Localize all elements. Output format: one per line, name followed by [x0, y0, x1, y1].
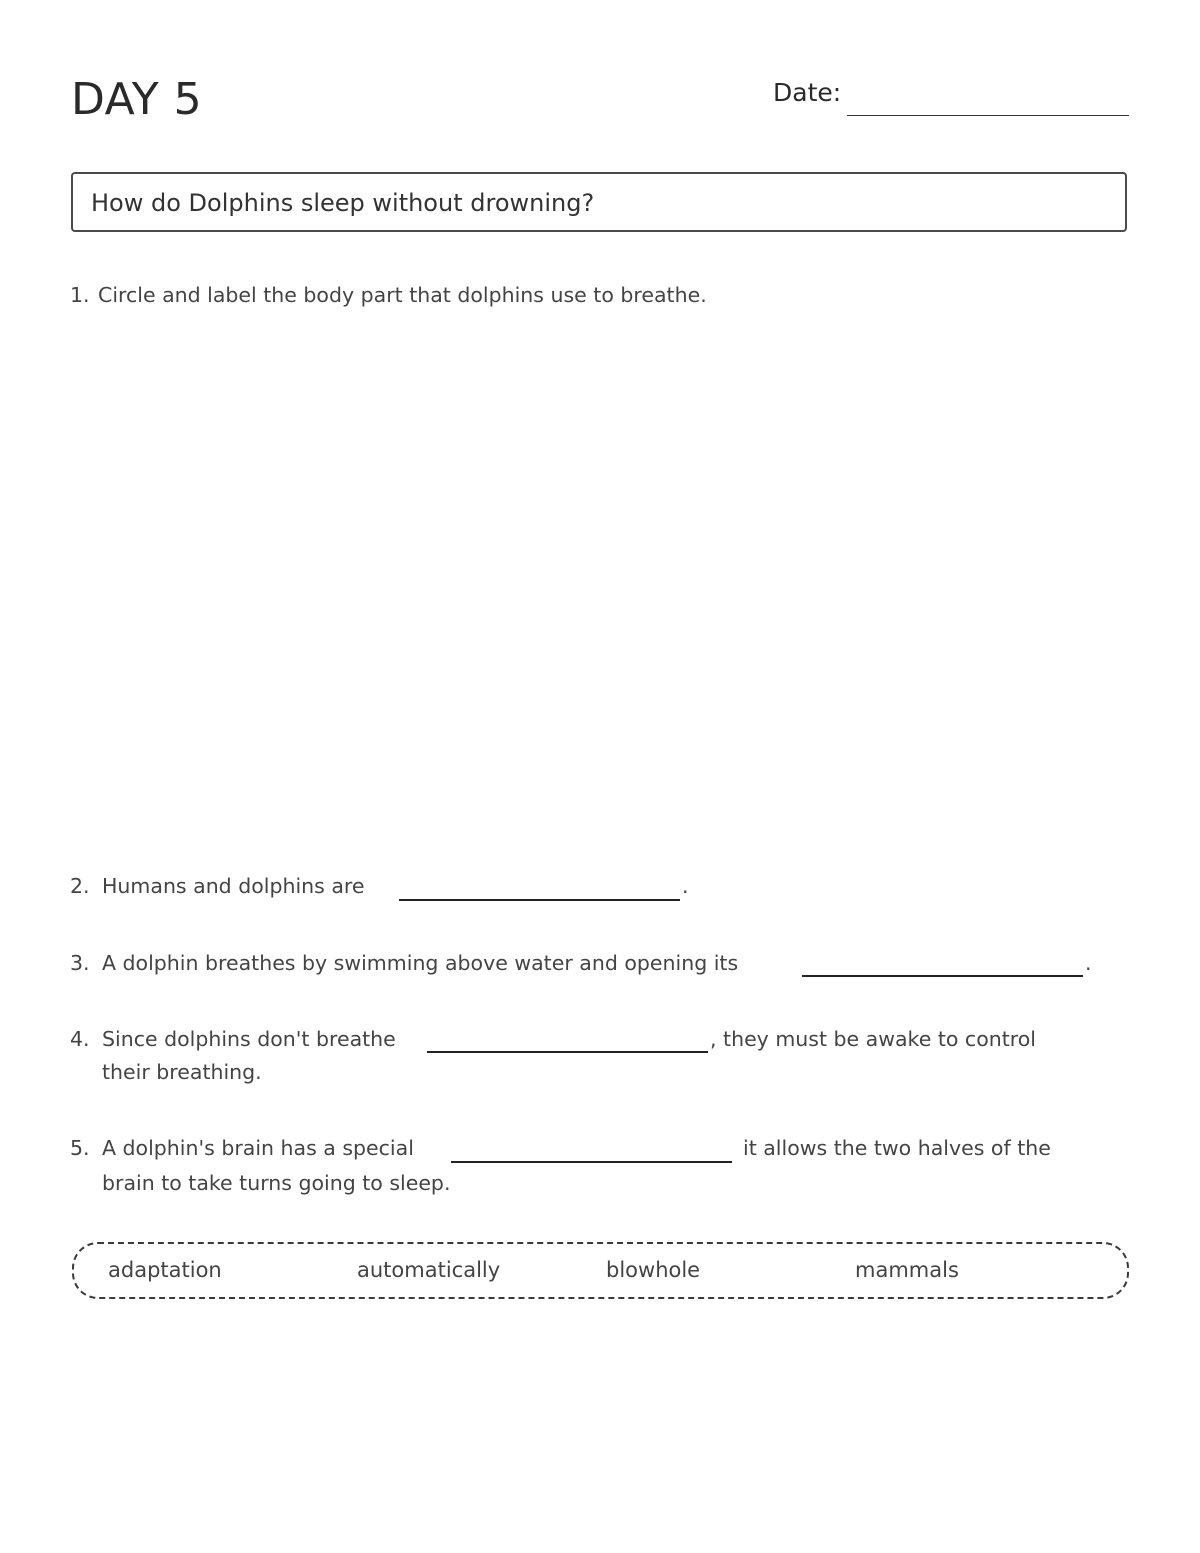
answer-blank[interactable] [802, 975, 1083, 977]
answer-blank[interactable] [427, 1051, 708, 1053]
question-4 [70, 1023, 1130, 1091]
question-text-before: Humans and dolphins are [102, 874, 365, 898]
drawing-area[interactable] [70, 320, 1130, 840]
word-bank-item: blowhole [606, 1258, 701, 1282]
date-label: Date: [773, 78, 842, 107]
question-text-line2: their breathing. [102, 1060, 262, 1084]
answer-blank[interactable] [451, 1161, 732, 1163]
question-text-before: A dolphin breathes by swimming above water and opening its [102, 951, 739, 975]
word-bank-item: adaptation [108, 1258, 222, 1282]
question-3 [70, 947, 1130, 981]
question-text: How do Dolphins sleep without drowning? [91, 189, 595, 217]
question-number: 3. [70, 951, 90, 975]
question-1 [70, 279, 1130, 313]
question-number: 2. [70, 874, 90, 898]
word-bank [72, 1242, 1129, 1299]
question-number: 4. [70, 1027, 90, 1051]
question-number: 5. [70, 1136, 90, 1160]
question-text-after: , they must be awake to control [710, 1027, 1036, 1051]
word-bank-item: automatically [357, 1258, 501, 1282]
answer-blank[interactable] [399, 899, 680, 901]
page-title: DAY 5 [71, 74, 203, 125]
word-bank-item: mammals [855, 1258, 959, 1282]
question-text-after: it allows the two halves of the [743, 1136, 1051, 1160]
question-text-before: A dolphin's brain has a special [102, 1136, 414, 1160]
question-text-before: Since dolphins don't breathe [102, 1027, 396, 1051]
question-text-line2: brain to take turns going to sleep. [102, 1171, 451, 1195]
question-number: 1. [70, 283, 90, 307]
question-text-after: . [1085, 951, 1092, 975]
date-blank[interactable] [847, 115, 1129, 116]
question-text: Circle and label the body part that dolphins use to breathe. [98, 283, 707, 307]
question-2 [70, 870, 1130, 904]
question-text-after: . [682, 874, 689, 898]
question-5 [70, 1132, 1130, 1200]
question-box [71, 172, 1127, 232]
